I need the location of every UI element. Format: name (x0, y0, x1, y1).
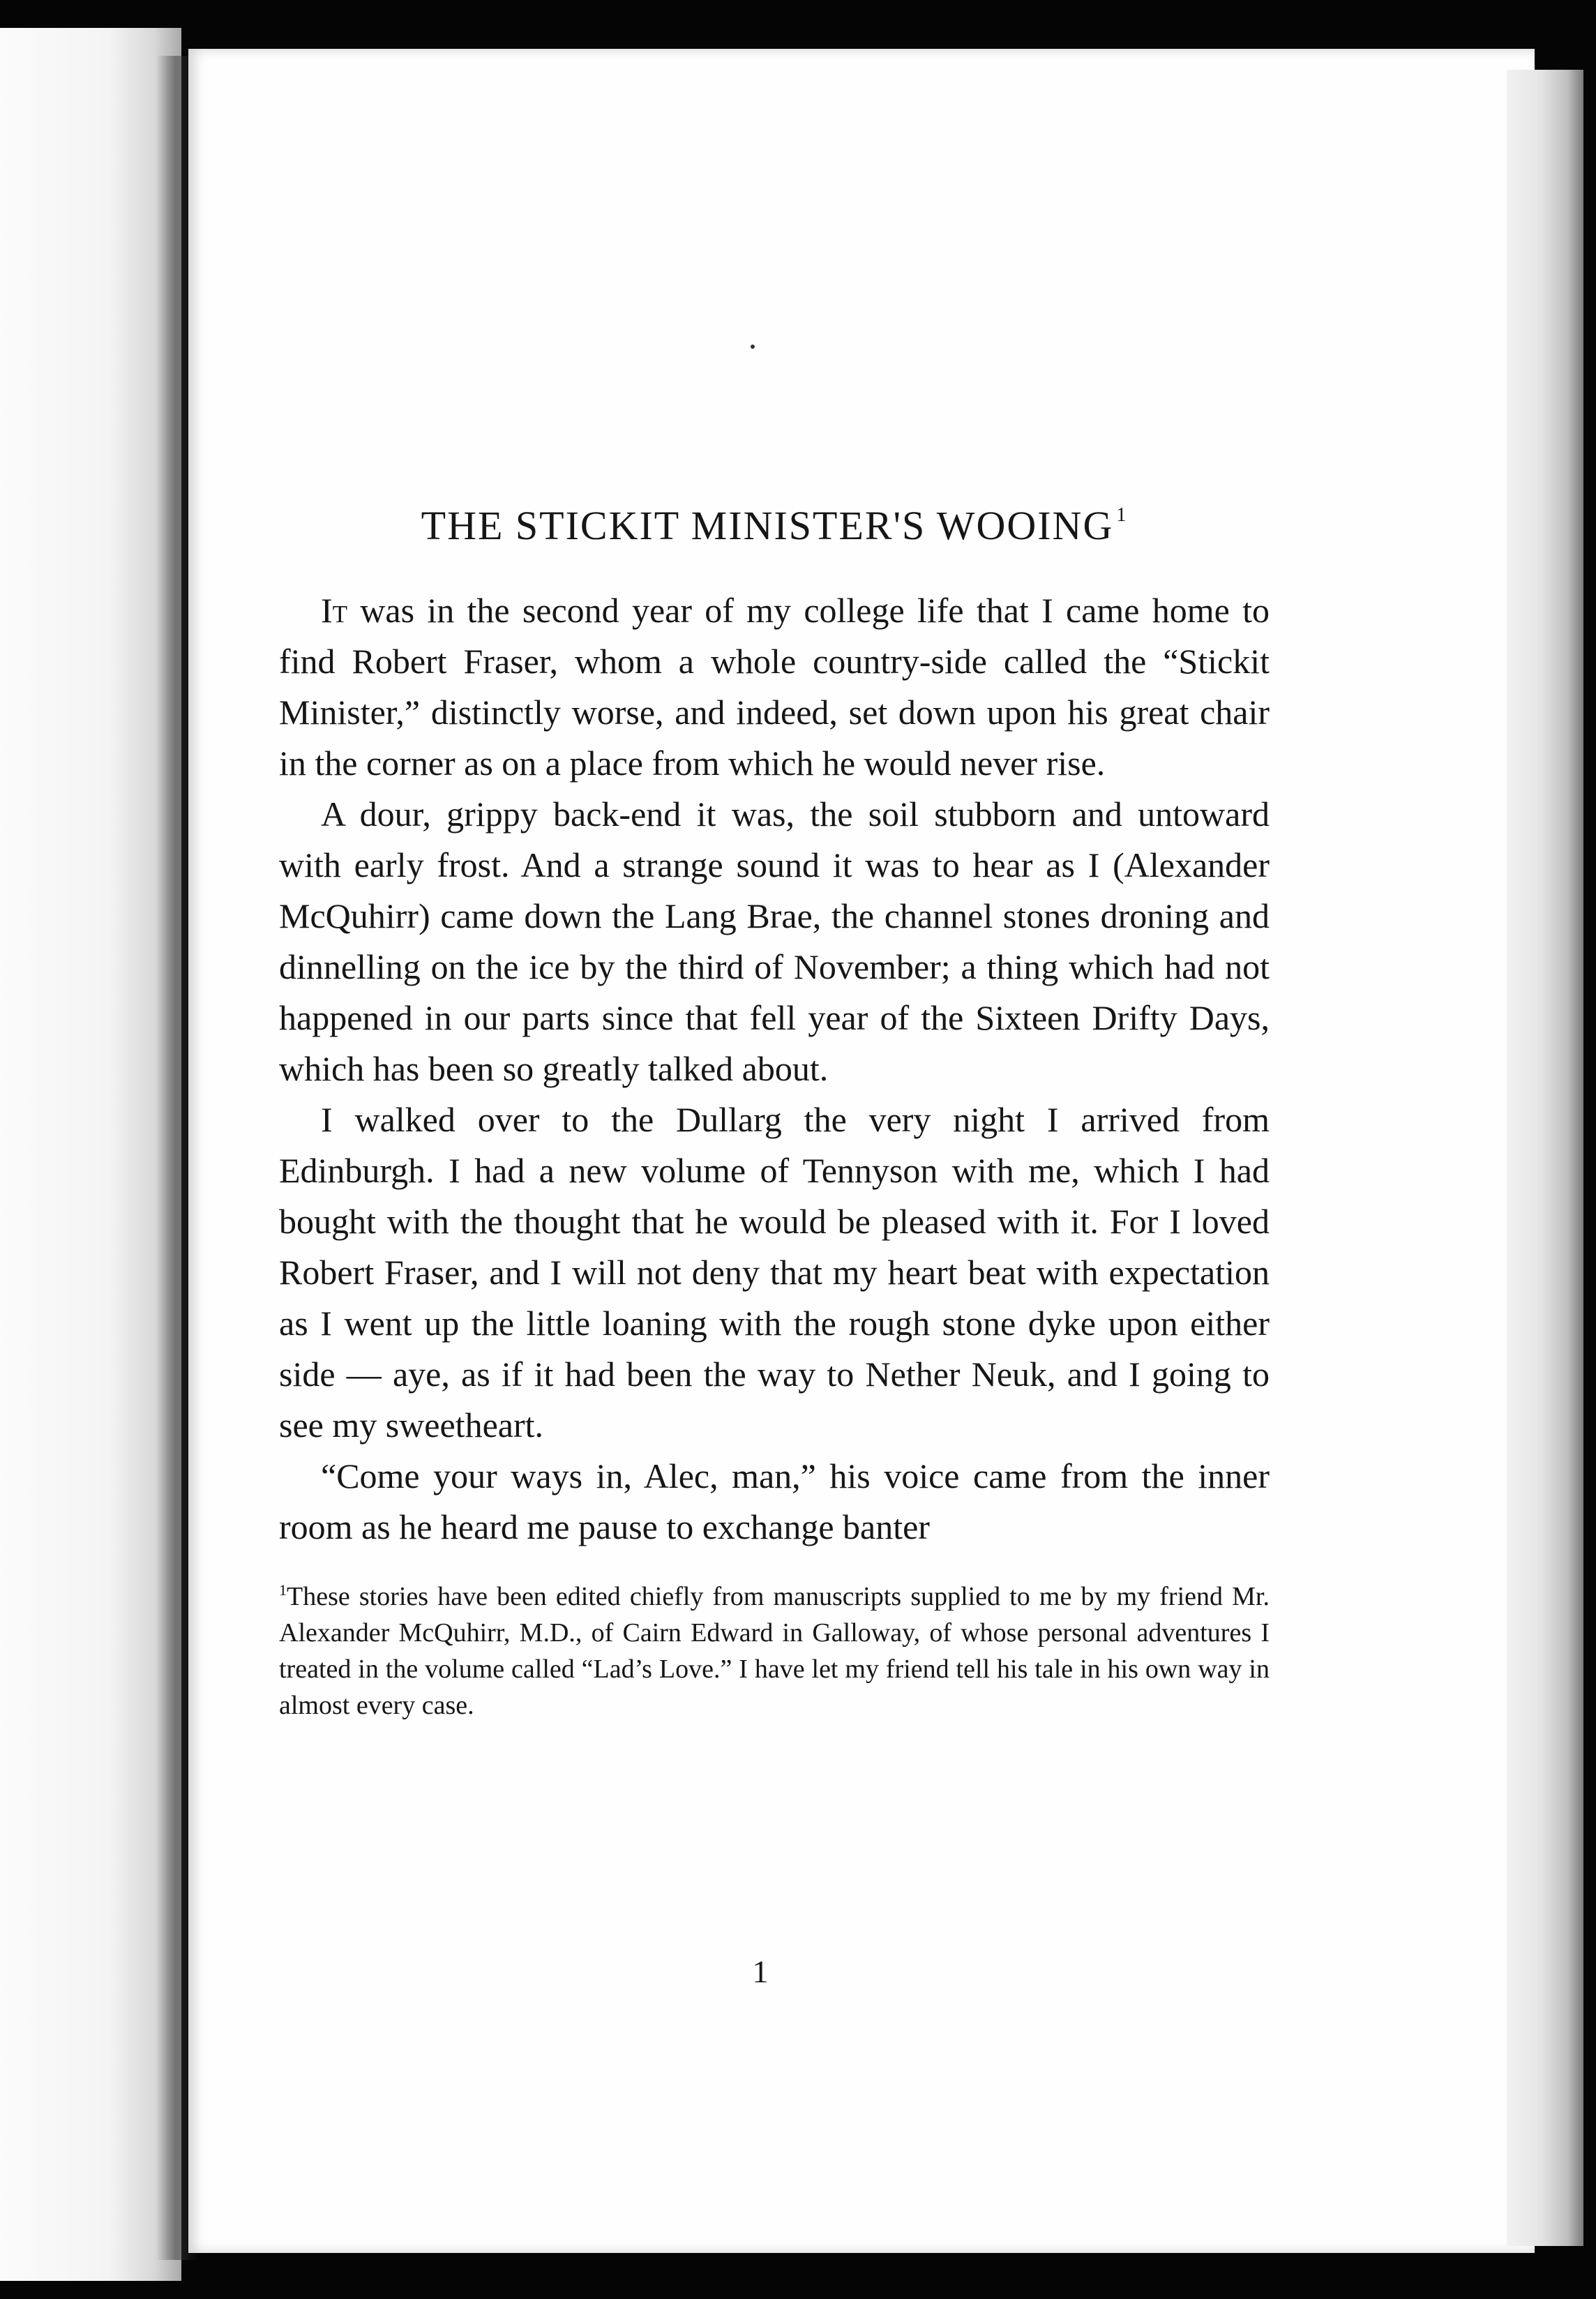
footnote (279, 1572, 1270, 1724)
title-footnote-marker: 1 (1116, 504, 1128, 526)
paragraph-1 (279, 585, 1270, 789)
paragraph-1-lead: It (321, 591, 348, 630)
text-block (279, 502, 1270, 1724)
footnote-text: These stories have been edited chiefly from manuscripts supplied to me by my friend Mr. Alexander McQuhirr, M.D., of Cairn Edward in Galloway, of whose personal adventures I treated in the volume called “Lad’s Love.” I have let my friend tell his tale in his own way in almost every case. (279, 1582, 1270, 1720)
chapter-title (279, 502, 1270, 549)
facing-page (0, 28, 181, 2281)
footnote-marker: 1 (279, 1581, 287, 1599)
paragraph-4: “Come your ways in, Alec, man,” his voice came from the inner room as he heard me pause to exchange banter (279, 1456, 1270, 1546)
chapter-title-text: THE STICKIT MINISTER'S WOOING (421, 503, 1114, 548)
page-edge (1507, 70, 1583, 2246)
paragraph-2: A dour, grippy back-end it was, the soil stubborn and untoward with early frost. And a strange sound it was to hear as I (Alexander McQuhirr) came down the Lang Brae, the channel stones droning and dinnelling on the ice by the third of November; a thing which had not happened in our parts since that fell year of the Sixteen Drifty Days, which has been so greatly talked about. (279, 794, 1270, 1088)
paragraph-1-text: was in the second year of my college life that I came home to find Robert Fraser, whom a whole country-side called the “Stickit Minister,” distinctly worse, and indeed, set down upon his great chair in the corner as on a place from which he would never rise. (279, 591, 1270, 783)
page-number: 1 (752, 1954, 769, 1989)
paragraph-3: I walked over to the Dullarg the very night I arrived from Edinburgh. I had a new volume of Tennyson with me, which I had bought with the thought that he would be pleased with it. For I loved Robert Fraser, and I will not deny that my heart beat with expectation as I went up the little loaning with the rough stone dyke upon either side — aye, as if it had been the way to Nether Neuk, and I going to see my sweetheart. (279, 1100, 1270, 1445)
page-speck (751, 345, 755, 349)
body-text (279, 585, 1270, 1553)
